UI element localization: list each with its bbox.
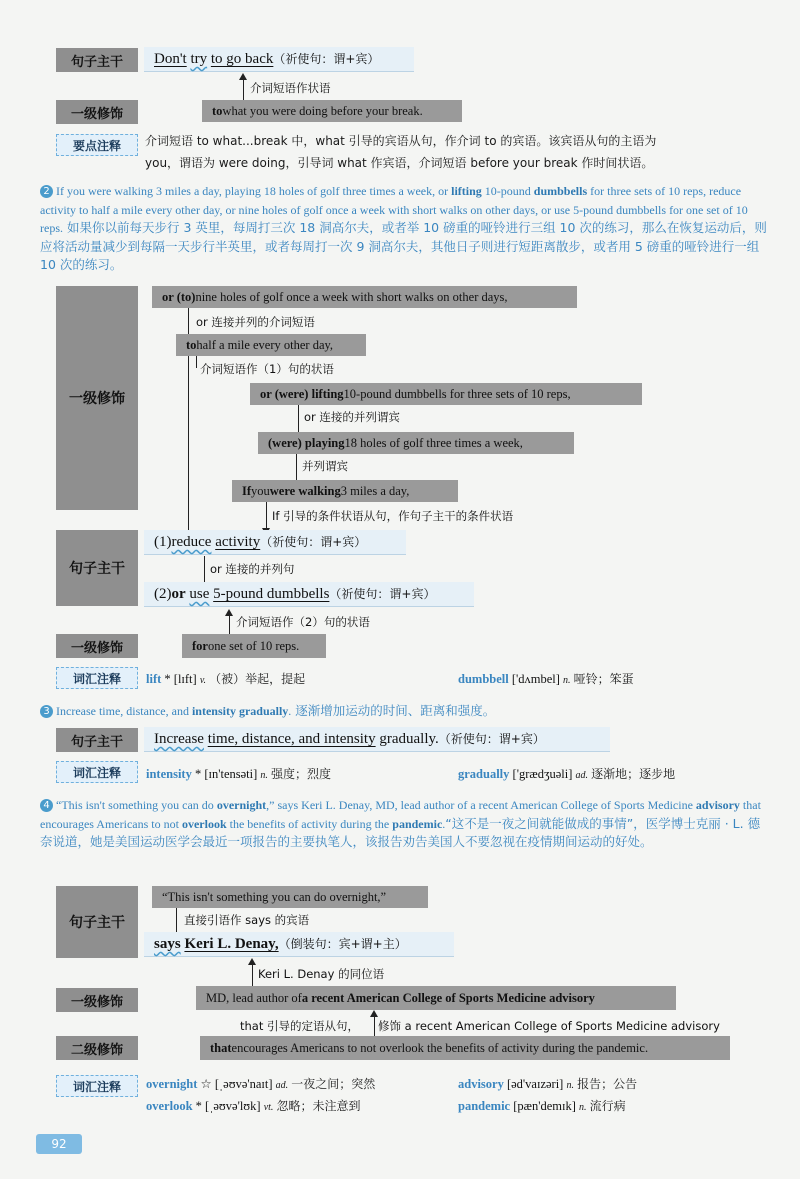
s2-bar2: to half a mile every other day, <box>176 334 366 356</box>
p3-number: 3 <box>40 705 53 718</box>
s2-link2: 介词短语作（1）句的状语 <box>200 362 334 376</box>
label-main-clause: 句子主干 <box>56 48 138 72</box>
s3-vocab-gradually: gradually ['grædʒuəli] ad. 逐渐地；逐步地 <box>458 767 676 781</box>
s1-note-line2: you，谓语为 were doing，引导词 what 作宾语，介词短语 before your break 作时间状语。 <box>145 156 654 170</box>
label-vocab-s4: 词汇注释 <box>56 1075 138 1097</box>
s4-link2-line <box>252 964 253 986</box>
label-main-clause-s3: 句子主干 <box>56 728 138 752</box>
s3-main-clause: Increase time, distance, and intensity gradually.（祈使句：谓+宾） <box>144 727 610 752</box>
s4-vocab-overnight: overnight ☆ [ˌəʊvə'naɪt] ad. 一夜之间；突然 <box>146 1077 376 1091</box>
s4-vocab-pandemic: pandemic [pæn'demɪk] n. 流行病 <box>458 1099 626 1113</box>
s3-vocab-intensity: intensity * [ɪn'tensəti] n. 强度；烈度 <box>146 767 332 781</box>
paragraph-4: 4 “This isn't something you can do overnight,” says Keri L. Denay, MD, lead author of a recent American College of Sports Medicine advisory that encourages Americans to not overlook the benefits of activity during the pandemic.“这不是一夜之间就能做成的事情”，医学博士克丽 · L. 德奈说道，她是美国运动医学会最近一项报告的主要执笔人，该报告劝告美国人不要忽视在疫情期间运动的好处。 <box>40 798 761 849</box>
s2-bar4: (were) playing 18 holes of golf three times a week, <box>258 432 574 454</box>
s1-note-line1: 介词短语 to what...break 中，what 引导的宾语从句，作介词 to 的宾语。该宾语从句的主语为 <box>145 134 657 148</box>
paragraph-2: 2 If you were walking 3 miles a day, playing 18 holes of golf three times a week, or lifting 10-pound dumbbells for three sets of 10 reps, reduce activity to half a mile every other day, or nine holes of golf once a week with short walks on other days, or use 5-pound dumbbells for one set of 10 reps. 如果你以前每天步行 3 英里，每周打三次 18 洞高尔夫，或者举 10 磅重的哑铃进行三组 10 次的练习，那么在恢复运动后，则应将活动量减少到每隔一天步行半英里，或者每周打一次 9 洞高尔夫，其他日子则进行短距离散步，或者用 5 磅重的哑铃进行一组 10 次的练习。 <box>40 184 767 272</box>
s2-bar1: or (to) nine holes of golf once a week with short walks on other days, <box>152 286 577 308</box>
label-main-clause-s2: 句子主干 <box>56 530 138 606</box>
label-main-clause-s4: 句子主干 <box>56 886 138 958</box>
s2-link6: or 连接的并列句 <box>210 562 295 576</box>
s2-link3: or 连接的并列谓宾 <box>304 410 400 424</box>
s1-main-a: Don't <box>154 51 187 67</box>
s4-link3-line <box>374 1016 375 1036</box>
s4-vocab-overlook: overlook * [ˌəʊvə'lʊk] vt. 忽略；未注意到 <box>146 1099 361 1113</box>
s2-link3-line <box>298 405 299 433</box>
s1-main-clause <box>144 47 414 72</box>
s1-main-b: try <box>190 51 208 67</box>
page-number: 92 <box>36 1134 82 1154</box>
p2-number: 2 <box>40 185 53 198</box>
p2-chinese: 如果你以前每天步行 3 英里，每周打三次 18 洞高尔夫，或者举 10 磅重的哑铃进行三组 10 次的练习，那么在恢复运动后，则应将活动量减少到每隔一天步行半英里，或者每周打一次 9 洞高尔夫，其他日子则进行短距离散步，或者用 5 磅重的哑铃进行一组 10 次的练习。 <box>40 220 767 272</box>
s4-quote-bar: “This isn't something you can do overnight,” <box>152 886 428 908</box>
s1-main-c: to go back <box>210 51 274 67</box>
s2-main-clause-2: (2)or use 5-pound dumbbells（祈使句：谓+宾） <box>144 582 474 607</box>
s2-vocab-dumbbell: dumbbell ['dʌmbel] n. 哑铃；笨蛋 <box>458 672 634 686</box>
s4-link1: 直接引语作 says 的宾语 <box>184 913 310 927</box>
s2-link5: If 引导的条件状语从句，作句子主干的条件状语 <box>272 509 514 523</box>
s2-link7: 介词短语作（2）句的状语 <box>236 615 370 629</box>
s2-link7-line <box>229 614 230 634</box>
label-key-note: 要点注释 <box>56 134 138 156</box>
s2-bar3: or (were) lifting 10-pound dumbbells for three sets of 10 reps, <box>250 383 642 405</box>
s1-main-tail: （祈使句：谓+宾） <box>273 52 380 66</box>
s4-bar2: that encourages Americans to not overlook the benefits of activity during the pandemic. <box>200 1036 730 1060</box>
s2-main-clause-1: (1)reduce activity（祈使句：谓+宾） <box>144 530 406 555</box>
label-level1: 一级修饰 <box>56 100 138 124</box>
s2-vocab-lift: lift * [lɪft] v. （被）举起，提起 <box>146 672 306 686</box>
s1-key-note-text <box>145 130 775 174</box>
s1-link-line <box>243 78 244 100</box>
s4-link3b: 修饰 a recent American College of Sports Medicine advisory <box>378 1019 720 1033</box>
s4-vocab-advisory: advisory [əd'vaɪzəri] n. 报告；公告 <box>458 1077 638 1091</box>
s1-modifier-bar: to what you were doing before your break. <box>202 100 462 122</box>
s2-link4-line <box>296 454 297 480</box>
s2-bar5: If you were walking 3 miles a day, <box>232 480 458 502</box>
s2-link5-line <box>266 502 267 530</box>
s2-link4: 并列谓宾 <box>302 459 348 473</box>
s1-link-label: 介词短语作状语 <box>250 81 331 95</box>
s4-link2: Keri L. Denay 的同位语 <box>258 967 385 981</box>
s4-main-clause: says Keri L. Denay,（倒装句：宾+谓+主） <box>144 932 454 957</box>
s4-link1-line <box>176 908 177 932</box>
label-level1-s2b: 一级修饰 <box>56 634 138 658</box>
paragraph-3: 3 Increase time, distance, and intensity gradually. 逐渐增加运动的时间、距离和强度。 <box>40 702 770 721</box>
label-level1-s2: 一级修饰 <box>56 286 138 510</box>
label-vocab-s3: 词汇注释 <box>56 761 138 783</box>
s4-link3a: that 引导的定语从句， <box>240 1019 360 1033</box>
s4-bar1: MD, lead author of a recent American College of Sports Medicine advisory <box>196 986 676 1010</box>
s2-link2-line <box>196 356 197 368</box>
s2-link6-line <box>204 556 205 582</box>
s2-link1: or 连接并列的介词短语 <box>196 315 315 329</box>
label-vocab-s2: 词汇注释 <box>56 667 138 689</box>
label-level2-s4: 二级修饰 <box>56 1036 138 1060</box>
p4-number: 4 <box>40 799 53 812</box>
s2-bar6: for one set of 10 reps. <box>182 634 326 658</box>
label-level1-s4: 一级修饰 <box>56 988 138 1012</box>
